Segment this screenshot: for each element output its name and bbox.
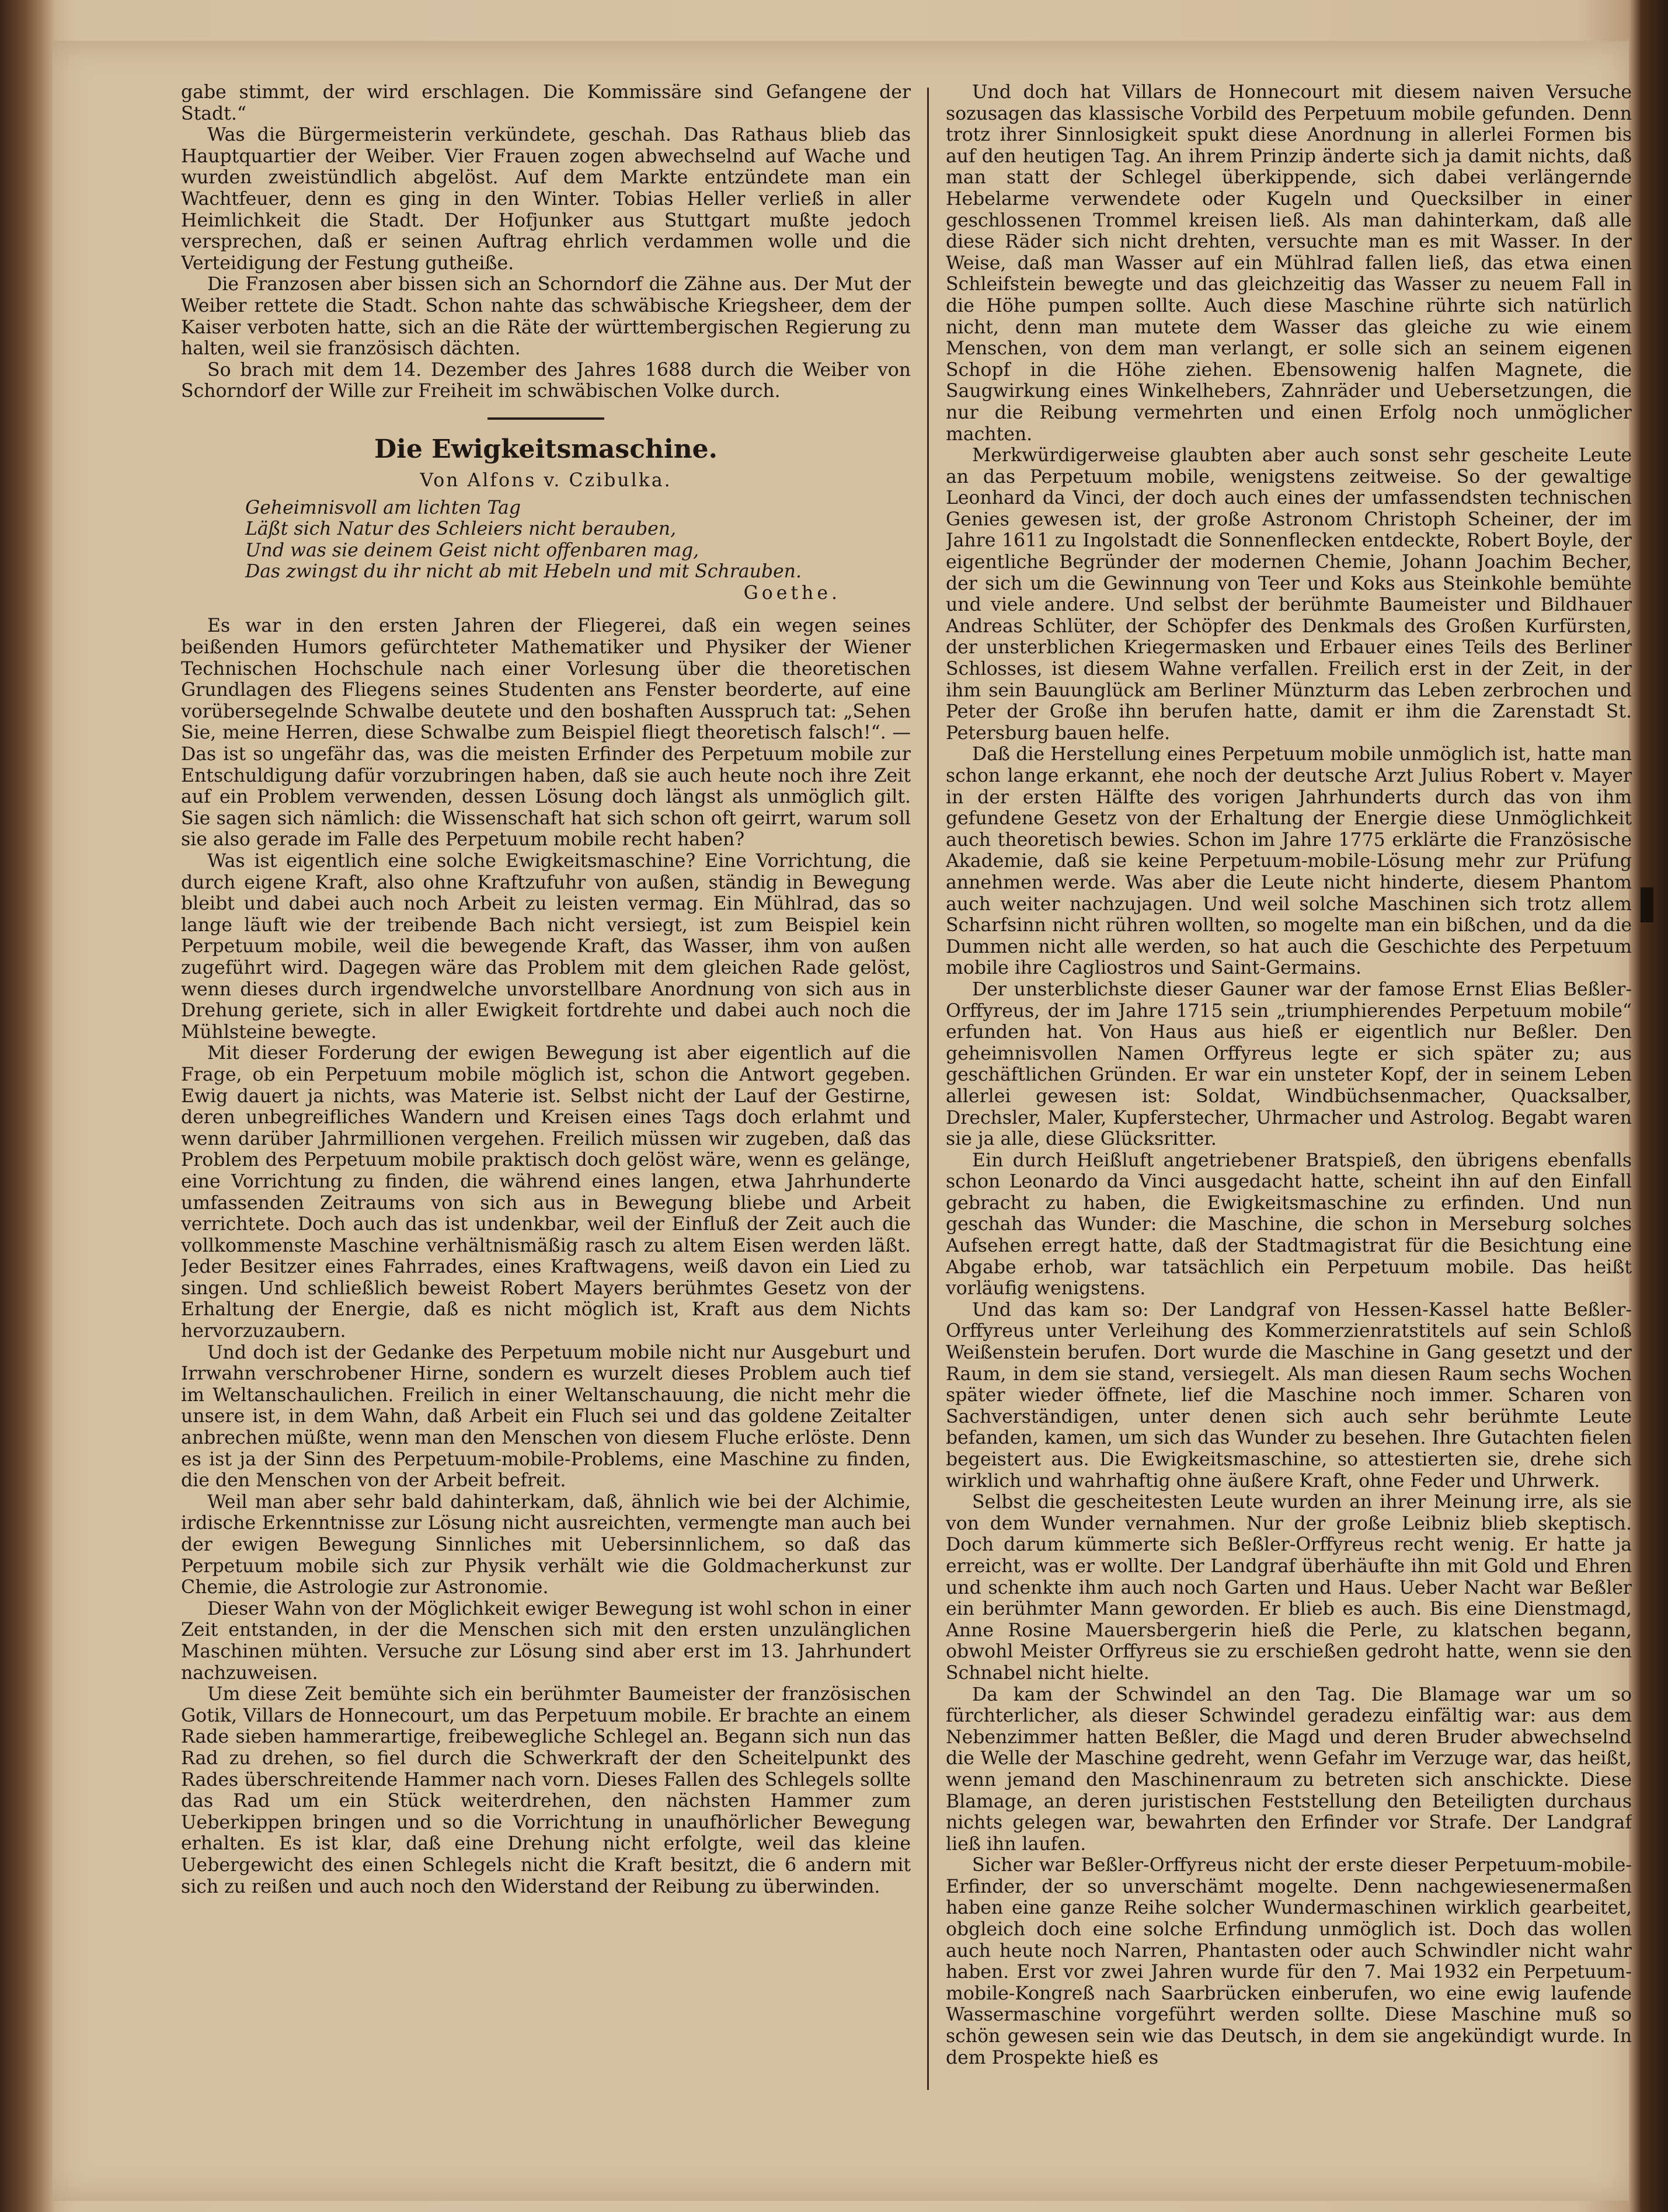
poem-line: Das zwingst du ihr nicht ab mit Hebeln und mit Schrauben. bbox=[245, 561, 802, 583]
article-paragraph: Was ist eigentlich eine solche Ewigkeitsmaschine? Eine Vorrichtung, die durch eigene Kraft, also ohne Kraftzufuhr von außen, ständig in Bewegung bleibt und dabei auch noch Arbeit zu leisten vermag. Ein Mühlrad, das so lange läuft wie der treibende Bach nicht versiegt, ist zum Beispiel kein Perpetuum mobile, weil die bewegende Kraft, das Wasser, ihm von außen zugeführt wird. Dagegen wäre das Problem mit dem gleichen Rade gelöst, wenn dieses durch irgendwelche unvorstellbare Anordnung von sich aus in Drehung geriete, sich in aller Ewigkeit fortdrehte und dabei auch noch die Mühlsteine bewegte. bbox=[181, 851, 911, 1043]
article-paragraph: Ein durch Heißluft angetriebener Bratspieß, den übrigens ebenfalls schon Leonardo da Vinci ausgedacht hatte, scheint ihn auf den Einfall gebracht zu haben, die Ewigkeitsmaschine zu erfinden. Und nun geschah das Wunder: die Maschine, die schon in Merseburg solches Aufsehen erregt hatte, daß der Stadtmagistrat für die Besichtung eine Abgabe erhob, war tatsächlich ein Perpetuum mobile. Das heißt vorläufig wenigstens. bbox=[946, 1149, 1632, 1300]
article-paragraph: Merkwürdigerweise glaubten aber auch sonst sehr gescheite Leute an das Perpetuum mobile, wenigstens zeitweise. So der gewaltige Leonhard da Vinci, der doch auch eines der umfassendsten technischen Genies gewesen ist, der große Astronom Christoph Scheiner, der im Jahre 1611 zu Ingolstadt die Sonnenflecken entdeckte, Robert Boyle, der eigentliche Begründer der modernen Chemie, Johann Joachim Becher, der sich um die Gewinnung von Teer und Koks aus Steinkohle bemühte und viele andere. Und selbst der berühmte Baumeister und Bildhauer Andreas Schlüter, der Schöpfer des Denkmals des Großen Kurfürsten, der unsterblichen Kriegermasken und Erbauer eines Teils des Berliner Schlosses, ist diesem Wahne verfallen. Freilich erst in der Zeit, in der ihm sein Bauunglück am Berliner Münzturm das Leben zerbrochen und Peter der Große ihn berufen hatte, damit er ihm die Zarenstadt St. Petersburg bauen helfe. bbox=[946, 445, 1632, 744]
poem-line: Und was sie deinem Geist nicht offenbaren mag, bbox=[245, 539, 699, 561]
article-byline: Von Alfons v. Czibulka. bbox=[420, 469, 672, 491]
poem-line: Läßt sich Natur des Schleiers nicht berauben, bbox=[245, 518, 677, 540]
article-paragraph: Daß die Herstellung eines Perpetuum mobile unmöglich ist, hatte man schon lange erkannt, ehe noch der deutsche Arzt Julius Robert v. Mayer in der ersten Hälfte des vorigen Jahrhunderts durch das von ihm gefundene Gesetz von der Erhaltung der Energie diese Unmöglichkeit auch theoretisch bewies. Schon im Jahre 1775 erklärte die Französische Akademie, daß sie keine Perpetuum-mobile-Lösung mehr zur Prüfung annehmen werde. Was aber die Leute nicht hinderte, diesem Phantom auch weiter nachzujagen. Und weil solche Maschinen sich trotz allem Scharfsinn nicht rühren wollten, so mogelte man ein bißchen, und da die Dummen nicht alle werden, so hat auch die Geschichte des Perpetuum mobile ihre Cagliostros und Saint-Germains. bbox=[946, 744, 1632, 979]
article-paragraph: Und das kam so: Der Landgraf von Hessen-Kassel hatte Beßler-Orffyreus unter Verleihung des Kommerzienratstitels auf sein Schloß Weißenstein berufen. Dort wurde die Maschine in Gang gesetzt und der Raum, in dem sie stand, versiegelt. Als man diesen Raum sechs Wochen später wieder öffnete, lief die Maschine noch immer. Scharen von Sachverständigen, unter denen sich auch sehr berühmte Leute befanden, kamen, um sich das Wunder zu besehen. Ihre Gutachten fielen begeistert aus. Die Ewigkeitsmaschine, so attestierten sie, drehe sich wirklich und wahrhaftig ohne äußere Kraft, ohne Feder und Uhrwerk. bbox=[946, 1299, 1632, 1492]
right-column bbox=[946, 82, 1632, 2137]
poem-line: Geheimnisvoll am lichten Tag bbox=[245, 497, 521, 518]
story-ending-paragraph: Die Franzosen aber bissen sich an Schorndorf die Zähne aus. Der Mut der Weiber rettete die Stadt. Schon nahte das schwäbische Kriegsheer, dem der Kaiser verboten hatte, sich an die Räte der württembergischen Regierung zu halten, weil sie französisch dächten. bbox=[181, 274, 911, 360]
story-ending-paragraph: So brach mit dem 14. Dezember des Jahres 1688 durch die Weiber von Schorndorf der Wille zur Freiheit im schwäbischen Volke durch. bbox=[181, 359, 911, 402]
story-ending-paragraph: Was die Bürgermeisterin verkündete, geschah. Das Rathaus blieb das Hauptquartier der Weiber. Vier Frauen zogen abwechselnd auf Wache und wurden zweistündlich abgelöst. Auf dem Markte entzündete man ein Wachtfeuer, denn es ging in den Winter. Tobias Heller verließ in aller Heimlichkeit die Stadt. Der Hofjunker aus Stuttgart mußte jedoch versprechen, daß er seinen Auftrag ehrlich verdammen wolle und die Verteidigung der Festung gutheiße. bbox=[181, 124, 911, 274]
story-ending-paragraph: gabe stimmt, der wird erschlagen. Die Kommissäre sind Gefangene der Stadt.“ bbox=[181, 82, 911, 124]
column-divider-rule bbox=[927, 88, 929, 2090]
left-column bbox=[181, 82, 911, 2137]
article-title: Die Ewigkeitsmaschine. bbox=[374, 434, 718, 464]
article-paragraph: Sicher war Beßler-Orffyreus nicht der erste dieser Perpetuum-mobile-Erfinder, der so unverschämt mogelte. Denn nachgewiesenermaßen haben eine ganze Reihe solcher Wundermaschinen wirklich gearbeitet, obgleich doch eine solche Erfindung unmöglich ist. Doch das wollen auch heute noch Narren, Phantasten oder auch Schwindler nicht wahr haben. Erst vor zwei Jahren wurde für den 7. Mai 1932 ein Perpetuum-mobile-Kongreß nach Saarbrücken einberufen, wo eine ewig laufende Wassermaschine vorgeführt werden sollte. Diese Maschine muß so schön gewesen sein wie das Deutsch, in dem sie angekündigt wurde. In dem Prospekte hieß es bbox=[946, 1855, 1632, 2068]
article-paragraph: Um diese Zeit bemühte sich ein berühmter Baumeister der französischen Gotik, Villars de Honnecourt, um das Perpetuum mobile. Er brachte an einem Rade sieben hammerartige, freibewegliche Schlegel an. Begann sich nun das Rad zu drehen, so fiel durch die Schwerkraft der den Scheitelpunkt des Rades überschreitende Hammer nach vorn. Dieses Fallen des Schlegels sollte das Rad um ein Stück weiterdrehen, den nächsten Hammer zum Ueberkippen bringen und so die Vorrichtung in unaufhörlicher Bewegung erhalten. Es ist klar, daß eine Drehung nicht erfolgte, weil das kleine Uebergewicht des einen Schlegels nicht die Kraft besitzt, die 6 andern mit sich zu reißen und auch noch den Widerstand der Reibung zu überwinden. bbox=[181, 1684, 911, 1897]
article-paragraph: Dieser Wahn von der Möglichkeit ewiger Bewegung ist wohl schon in einer Zeit entstanden, in der die Menschen sich mit den ersten unzulänglichen Maschinen mühten. Versuche zur Lösung sind aber erst im 13. Jahrhundert nachzuweisen. bbox=[181, 1598, 911, 1684]
article-paragraph: Selbst die gescheitesten Leute wurden an ihrer Meinung irre, als sie von dem Wunder vernahmen. Nur der große Leibniz blieb skeptisch. Doch darum kümmerte sich Beßler-Orffyreus recht wenig. Er hatte ja erreicht, was er wollte. Der Landgraf überhäufte ihn mit Gold und Ehren und schenkte ihm auch noch Garten und Haus. Ueber Nacht war Beßler ein berühmter Mann geworden. Er blieb es auch. Bis eine Dienstmagd, Anne Rosine Mauersbergerin hieß die Perle, zu klatschen begann, obwohl Meister Orffyreus sie zu erschießen gedroht hatte, wenn sie den Schnabel nicht hielte. bbox=[946, 1492, 1632, 1684]
article-paragraph: Der unsterblichste dieser Gauner war der famose Ernst Elias Beßler-Orffyreus, der im Jahre 1715 sein „triumphierendes Perpetuum mobile“ erfunden hat. Von Haus aus hieß er eigentlich nur Beßler. Den geheimnisvollen Namen Orffyreus legte er sich später zu; aus geschäftlichen Gründen. Er war ein unsteter Kopf, der in seinem Leben allerlei gewesen ist: Soldat, Windbüchsenmacher, Quacksalber, Drechsler, Maler, Kupferstecher, Uhrmacher und Astrolog. Begabt waren sie ja alle, diese Glücksritter. bbox=[946, 978, 1632, 1150]
poem-author: Goethe. bbox=[743, 582, 841, 604]
article-separator-rule bbox=[487, 417, 604, 420]
binding-edge-mark bbox=[1641, 887, 1653, 922]
article-paragraph: Mit dieser Forderung der ewigen Bewegung ist aber eigentlich auf die Frage, ob ein Perpetuum mobile möglich ist, schon die Antwort gegeben. Ewig dauert ja nichts, was Materie ist. Selbst nicht der Lauf der Gestirne, deren unbegreifliches Wandern und Kreisen eines Tags doch erlahmt und wenn darüber Jahrmillionen vergehen. Freilich müssen wir zugeben, daß das Problem des Perpetuum mobile praktisch doch gelöst wäre, wenn es gelänge, eine Vorrichtung zu finden, die während eines langen, etwa Jahrhunderte umfassenden Zeitraums von sich aus in Bewegung bliebe und Arbeit verrichtete. Doch auch das ist undenkbar, weil der Einfluß der Zeit auch die vollkommenste Maschine verhältnismäßig rasch zu altem Eisen werden läßt. Jeder Besitzer eines Fahrrades, eines Kraftwagens, weiß davon ein Lied zu singen. Und schließlich beweist Robert Mayers berühmtes Gesetz von der Erhaltung der Energie, daß es nicht möglich ist, Kraft aus dem Nichts hervorzuzaubern. bbox=[181, 1043, 911, 1342]
article-paragraph: Und doch ist der Gedanke des Perpetuum mobile nicht nur Ausgeburt und Irrwahn verschrobener Hirne, sondern es wurzelt dieses Problem auch tief im Weltanschaulichen. Freilich in einer Weltanschauung, die nicht mehr die unsere ist, in dem Wahn, daß Arbeit ein Fluch sei und das goldene Zeitalter anbrechen müßte, wenn man den Menschen von diesem Fluche erlöste. Denn es ist ja der Sinn des Perpetuum-mobile-Problems, eine Maschine zu finden, die den Menschen von der Arbeit befreit. bbox=[181, 1342, 911, 1492]
article-paragraph: Da kam der Schwindel an den Tag. Die Blamage war um so fürchterlicher, als dieser Schwindel geradezu einfältig war: aus dem Nebenzimmer hatten Beßler, die Magd und deren Bruder abwechselnd die Welle der Maschine gedreht, wenn Gefahr im Verzuge war, das heißt, wenn jemand den Maschinenraum zu betreten sich anschickte. Diese Blamage, an deren juristischen Feststellung den Beteiligten durchaus nichts gelegen war, bewahrten den Erfinder vor Strafe. Der Landgraf ließ ihn laufen. bbox=[946, 1684, 1632, 1855]
article-paragraph: Weil man aber sehr bald dahinterkam, daß, ähnlich wie bei der Alchimie, irdische Erkenntnisse zur Lösung nicht ausreichten, vermengte man auch bei der ewigen Bewegung Sinnliches mit Uebersinnlichem, so daß das Perpetuum mobile sich zur Physik verhält wie die Goldmacherkunst zur Chemie, die Astrologie zur Astronomie. bbox=[181, 1491, 911, 1598]
article-paragraph: Und doch hat Villars de Honnecourt mit diesem naiven Versuche sozusagen das klassische Vorbild des Perpetuum mobile gefunden. Denn trotz ihrer Sinnlosigkeit spukt diese Anordnung in allerlei Formen bis auf den heutigen Tag. An ihrem Prinzip änderte sich ja damit nichts, daß man statt der Schlegel überkippende, sich dabei verlängernde Hebelarme verwendete oder Kugeln und Quecksilber in einer geschlossenen Trommel kreisen ließ. Als man dahinterkam, daß alle diese Räder sich nicht drehten, versuchte man es mit Wasser. In der Weise, daß man Wasser auf ein Mühlrad fallen ließ, das etwa einen Schleifstein bewegte und das gleichzeitig das Wasser zu neuem Fall in die Höhe pumpen sollte. Auch diese Maschine rührte sich natürlich nicht, denn man mutete dem Wasser das gleiche zu wie einem Menschen, von dem man verlangt, er solle sich an seinem eigenen Schopf in die Höhe ziehen. Ebensowenig halfen Magnete, die Saugwirkung eines Winkelhebers, Zahnräder und Uebersetzungen, die nur die Reibung vermehrten und einen Erfolg noch unmöglicher machten. bbox=[946, 82, 1632, 445]
epigraph-poem bbox=[245, 497, 911, 583]
article-paragraph: Es war in den ersten Jahren der Fliegerei, daß ein wegen seines beißenden Humors gefürchteter Mathematiker und Physiker der Wiener Technischen Hochschule nach einer Vorlesung über die theoretischen Grundlagen des Fliegens seines Studenten ans Fenster beorderte, auf eine vorübersegelnde Schwalbe deutete und den boshaften Ausspruch tat: „Sehen Sie, meine Herren, diese Schwalbe zum Beispiel fliegt theoretisch falsch!“. — Das ist so ungefähr das, was die meisten Erfinder des Perpetuum mobile zur Entschuldigung dafür vorzubringen haben, daß sie auch heute noch ihre Zeit auf ein Problem verwenden, dessen Lösung doch längst als unmöglich gilt. Sie sagen sich nämlich: die Wissenschaft hat sich schon oft geirrt, warum soll sie also gerade im Falle des Perpetuum mobile recht haben? bbox=[181, 615, 911, 851]
